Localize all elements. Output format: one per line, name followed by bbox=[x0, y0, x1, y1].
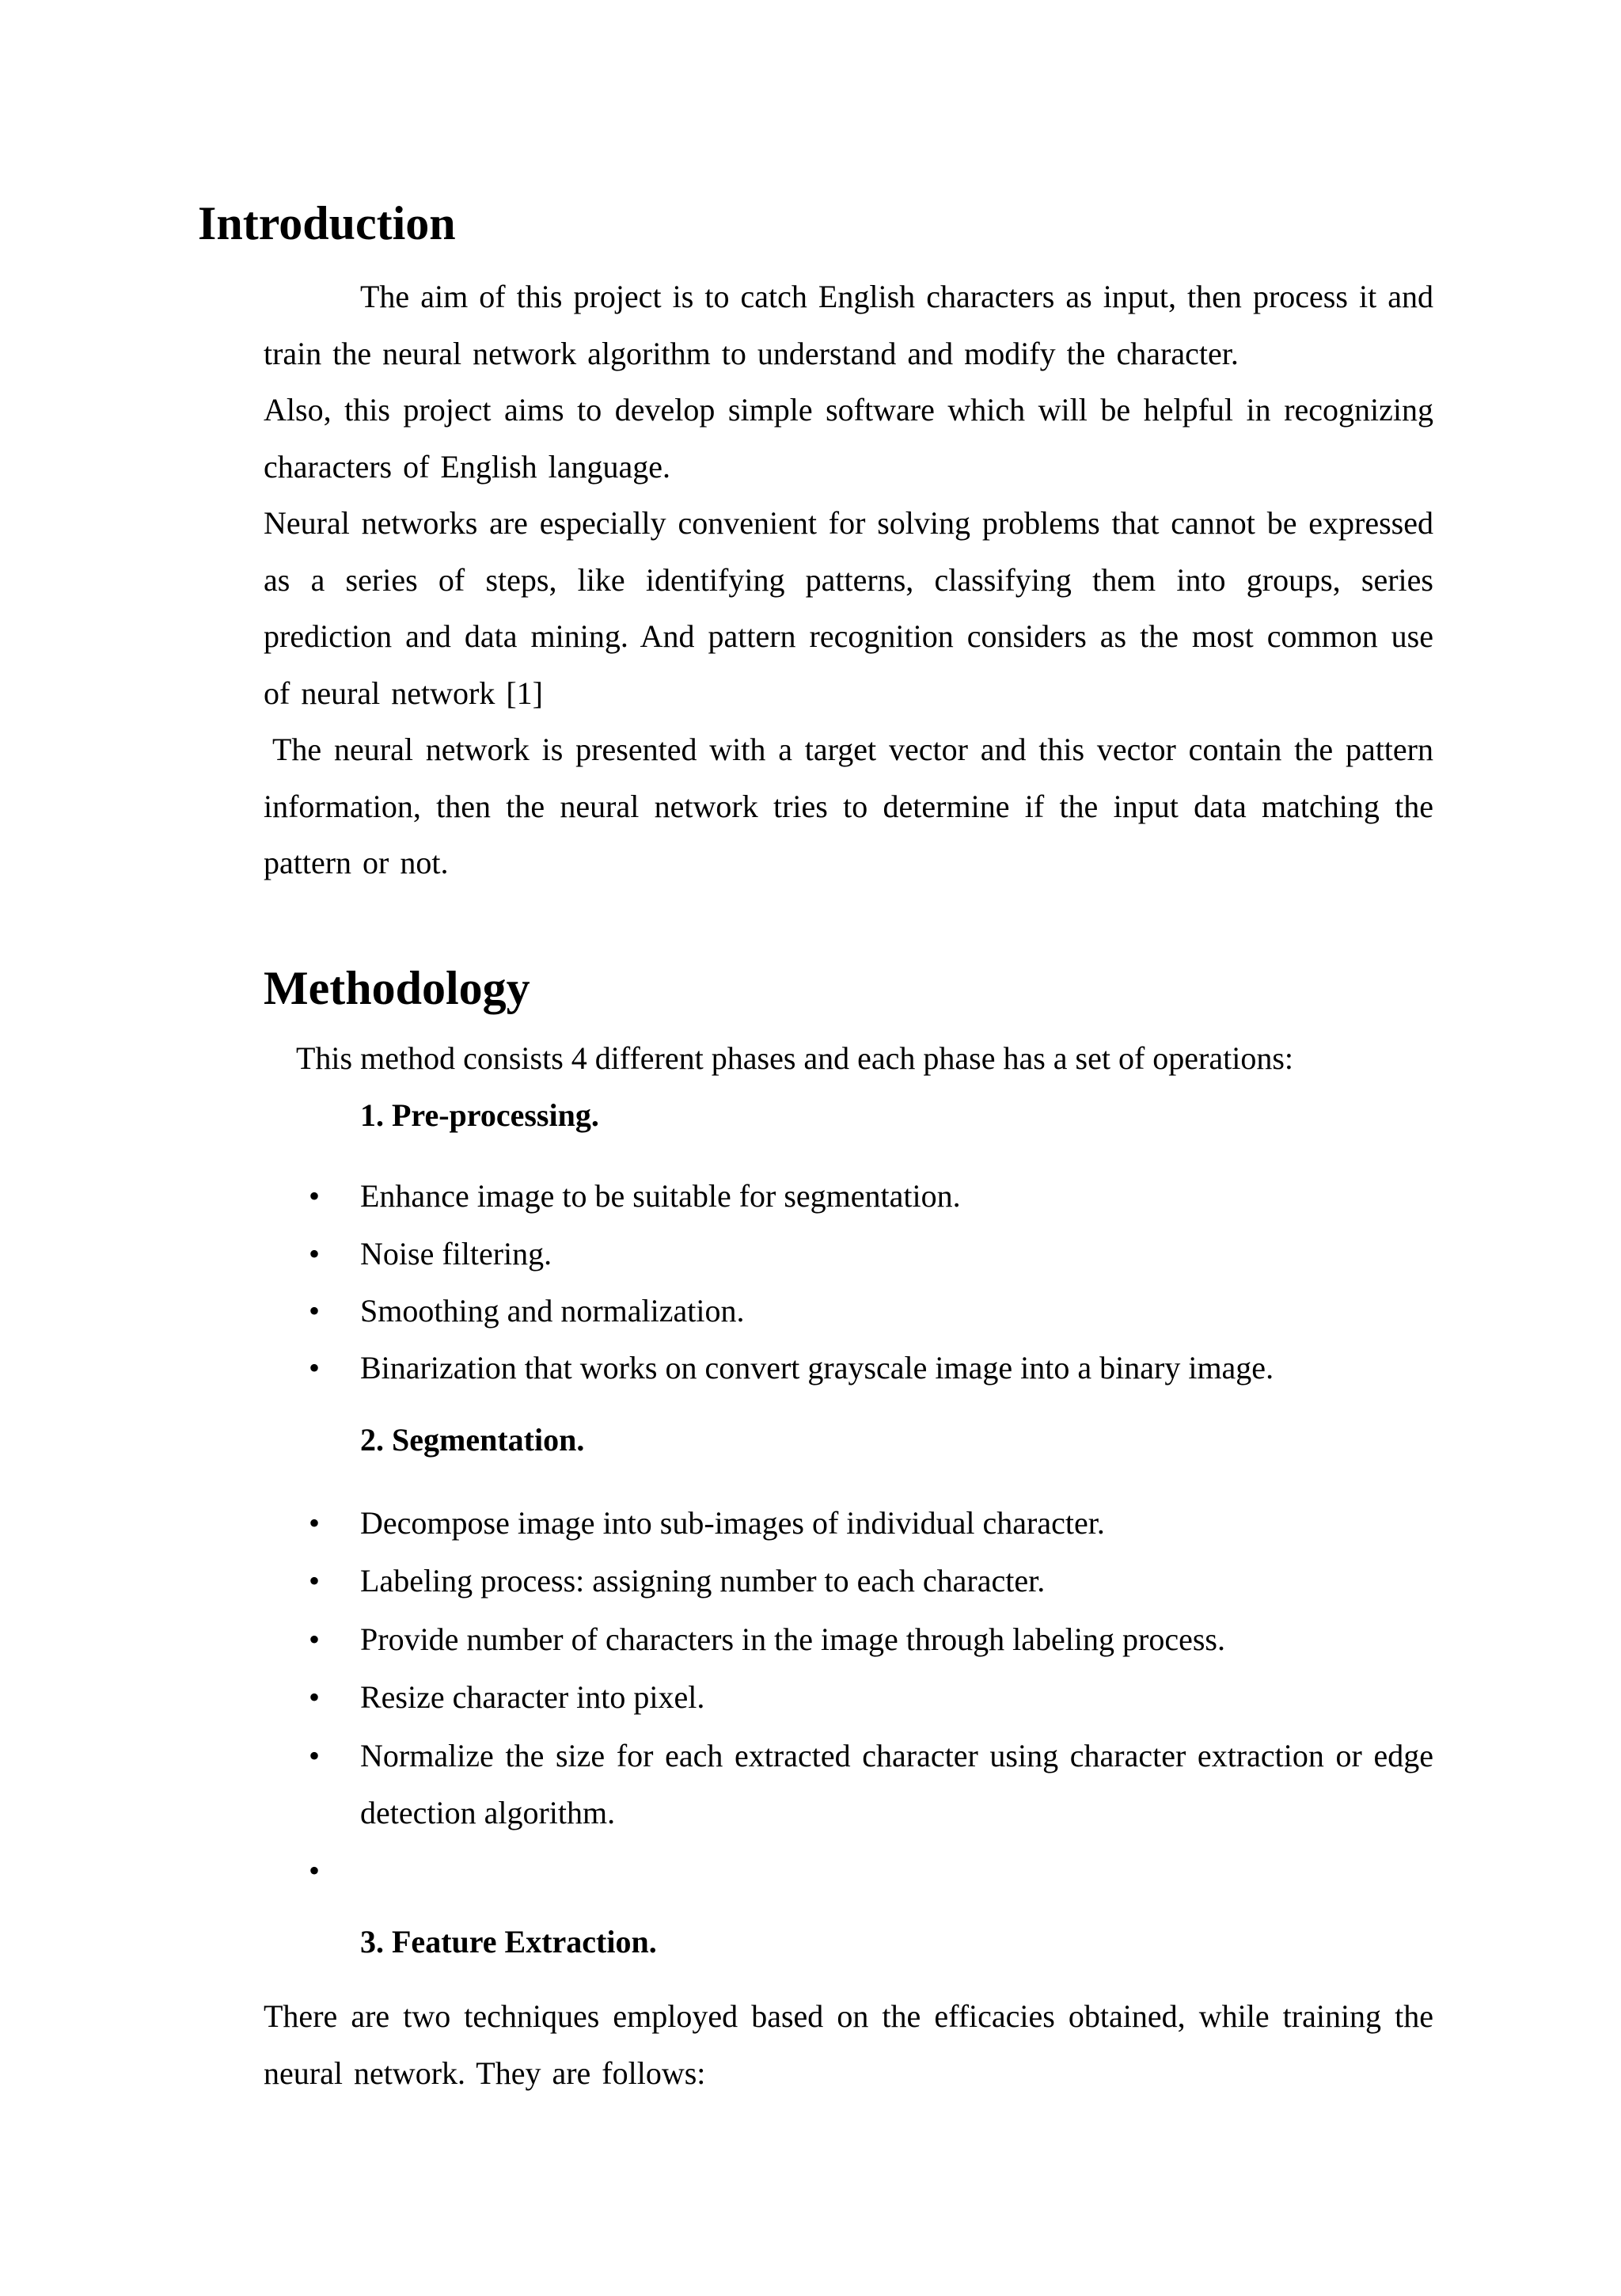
list-item-text: Enhance image to be suitable for segmentation. bbox=[360, 1178, 961, 1214]
list-item bbox=[309, 1728, 1433, 1841]
phase-3-heading: 3. Feature Extraction. bbox=[360, 1924, 657, 1960]
introduction-paragraph: Neural networks are especially convenient for solving problems that cannot be expressed as a series of steps, like identifying patterns, classifying them into groups, series prediction and data mining. And pattern recognition considers as the most common use of neural network [1] bbox=[264, 505, 1433, 711]
list-item-text: Decompose image into sub-images of individual character. bbox=[360, 1505, 1105, 1541]
bullet-icon: • bbox=[309, 1236, 321, 1272]
list-item bbox=[309, 1168, 1433, 1225]
list-item bbox=[309, 1669, 1433, 1726]
bullet-icon: • bbox=[309, 1738, 321, 1773]
bullet-icon: • bbox=[309, 1178, 321, 1214]
list-item-text: Normalize the size for each extracted character using character extraction or edge detection algorithm. bbox=[360, 1738, 1433, 1830]
phase-1-heading: 1. Pre-processing. bbox=[360, 1097, 599, 1133]
bullet-icon: • bbox=[309, 1679, 321, 1715]
bullet-icon: • bbox=[309, 1621, 321, 1657]
phase-2-heading: 2. Segmentation. bbox=[360, 1422, 585, 1458]
methodology-heading: Methodology bbox=[264, 962, 530, 1014]
list-item-text: Labeling process: assigning number to each character. bbox=[360, 1563, 1046, 1598]
list-item bbox=[309, 1553, 1433, 1610]
list-item-text: Smoothing and normalization. bbox=[360, 1293, 745, 1329]
introduction-paragraph: Also, this project aims to develop simple software which will be helpful in recognizing characters of English language. bbox=[264, 392, 1433, 485]
list-item-text: Binarization that works on convert grayscale image into a binary image. bbox=[360, 1350, 1274, 1386]
list-item bbox=[309, 1283, 1433, 1340]
list-item bbox=[309, 1226, 1433, 1283]
bullet-icon: • bbox=[309, 1350, 321, 1386]
introduction-heading: Introduction bbox=[198, 197, 456, 249]
introduction-paragraph: The aim of this project is to catch English characters as input, then process it and train the neural network algorithm to understand and modify the character. bbox=[264, 279, 1433, 371]
introduction-paragraph: The neural network is presented with a target vector and this vector contain the pattern information, then the neural network tries to determine if the input data matching the pattern or not. bbox=[264, 732, 1433, 880]
list-item bbox=[309, 1611, 1433, 1668]
bullet-icon: • bbox=[309, 1293, 321, 1329]
list-item-text: Provide number of characters in the image through labeling process. bbox=[360, 1621, 1225, 1657]
phase-3-paragraph: There are two techniques employed based on the efficacies obtained, while training the neural network. They are follows: bbox=[264, 1998, 1433, 2091]
bullet-icon: • bbox=[309, 1853, 321, 1888]
list-item bbox=[309, 1495, 1433, 1552]
methodology-intro: This method consists 4 different phases and each phase has a set of operations: bbox=[296, 1040, 1294, 1076]
list-item-text: Noise filtering. bbox=[360, 1236, 552, 1272]
bullet-icon: • bbox=[309, 1563, 321, 1598]
list-item bbox=[309, 1340, 1433, 1397]
list-item-text: Resize character into pixel. bbox=[360, 1679, 705, 1715]
bullet-icon: • bbox=[309, 1505, 321, 1541]
